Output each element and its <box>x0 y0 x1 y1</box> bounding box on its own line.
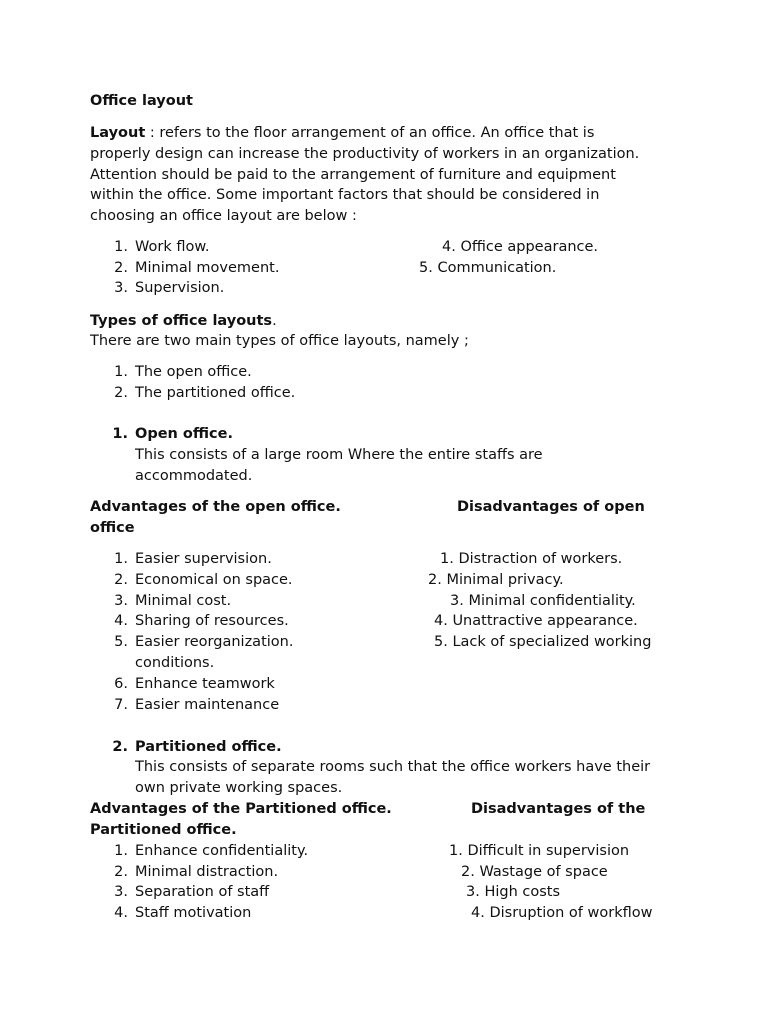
list-number: 3. <box>114 280 128 296</box>
list-item: Minimal distraction. <box>135 864 279 880</box>
open-office-desc-line-1: This consists of a large room Where the entire staffs are <box>135 447 543 463</box>
list-item: 2. Minimal privacy. <box>428 572 564 588</box>
layout-intro-line-2: properly design can increase the productivity of workers in an organization. <box>90 146 640 162</box>
open-office-desc-line-2: accommodated. <box>135 468 253 484</box>
list-number: 1. <box>114 364 128 380</box>
list-item: 3. Minimal confidentiality. <box>450 593 636 609</box>
list-number: 5. <box>114 634 128 650</box>
partitioned-office-desc-line-2: own private working spaces. <box>135 780 343 796</box>
list-number: 2. <box>114 385 128 401</box>
list-number: 1. <box>114 843 128 859</box>
list-item: Minimal cost. <box>135 593 232 609</box>
list-number: 2. <box>114 864 128 880</box>
list-number: 3. <box>114 884 128 900</box>
layout-intro-line-1 <box>90 123 594 144</box>
list-item: Minimal movement. <box>135 260 280 276</box>
types-heading <box>90 311 277 332</box>
list-number: 2. <box>114 572 128 588</box>
document-title: Office layout <box>90 93 193 109</box>
layout-intro-line-5: choosing an office layout are below : <box>90 208 357 224</box>
list-item: 4. Disruption of workflow <box>471 905 653 921</box>
list-item: Easier reorganization. <box>135 634 294 650</box>
list-number: 1. <box>114 239 128 255</box>
list-item: 1. Distraction of workers. <box>440 551 623 567</box>
list-item: Enhance teamwork <box>135 676 275 692</box>
list-item: 2. Wastage of space <box>461 864 608 880</box>
list-item: Staff motivation <box>135 905 252 921</box>
list-item: Separation of staff <box>135 884 270 900</box>
list-item: 4. Office appearance. <box>442 239 599 255</box>
list-number: 6. <box>114 676 128 692</box>
layout-intro-text: : refers to the floor arrangement of an office. An office that is <box>145 125 595 141</box>
list-item: 5. Communication. <box>419 260 557 276</box>
types-heading-text: Types of office layouts <box>90 313 273 329</box>
list-item: Work flow. <box>135 239 210 255</box>
list-number: 3. <box>114 593 128 609</box>
open-disadvantages-heading-cont: office <box>90 520 135 536</box>
open-disadvantages-heading: Disadvantages of open <box>457 499 645 515</box>
list-number: 4. <box>114 613 128 629</box>
list-item: Supervision. <box>135 280 225 296</box>
layout-intro-line-3: Attention should be paid to the arrangement of furniture and equipment <box>90 167 616 183</box>
open-office-heading: Open office. <box>135 426 233 442</box>
list-item: 3. High costs <box>466 884 561 900</box>
list-number: 1. <box>114 551 128 567</box>
list-item: Easier maintenance <box>135 697 280 713</box>
section-number: 1. <box>112 426 128 442</box>
list-item: 5. Lack of specialized working <box>434 634 652 650</box>
section-number: 2. <box>112 739 128 755</box>
partitioned-disadvantages-heading: Disadvantages of the <box>471 801 646 817</box>
partitioned-office-desc-line-1: This consists of separate rooms such that the office workers have their <box>135 759 651 775</box>
list-number: 4. <box>114 905 128 921</box>
list-item: Economical on space. <box>135 572 293 588</box>
list-number: 2. <box>114 260 128 276</box>
list-item: The partitioned office. <box>135 385 296 401</box>
layout-term: Layout <box>90 125 146 141</box>
list-item: 1. Difficult in supervision <box>449 843 630 859</box>
layout-intro-line-4: within the office. Some important factors that should be considered in <box>90 187 600 203</box>
list-item-continuation: conditions. <box>135 655 215 671</box>
list-item: Easier supervision. <box>135 551 272 567</box>
partitioned-disadvantages-heading-cont: Partitioned office. <box>90 822 237 838</box>
list-number: 7. <box>114 697 128 713</box>
list-item: Enhance confidentiality. <box>135 843 309 859</box>
list-item: Sharing of resources. <box>135 613 289 629</box>
list-item: The open office. <box>135 364 252 380</box>
types-heading-suffix: . <box>272 313 277 329</box>
partitioned-office-heading: Partitioned office. <box>135 739 282 755</box>
open-advantages-heading: Advantages of the open office. <box>90 499 341 515</box>
list-item: 4. Unattractive appearance. <box>434 613 638 629</box>
types-intro: There are two main types of office layouts, namely ; <box>90 333 469 349</box>
partitioned-advantages-heading: Advantages of the Partitioned office. <box>90 801 392 817</box>
